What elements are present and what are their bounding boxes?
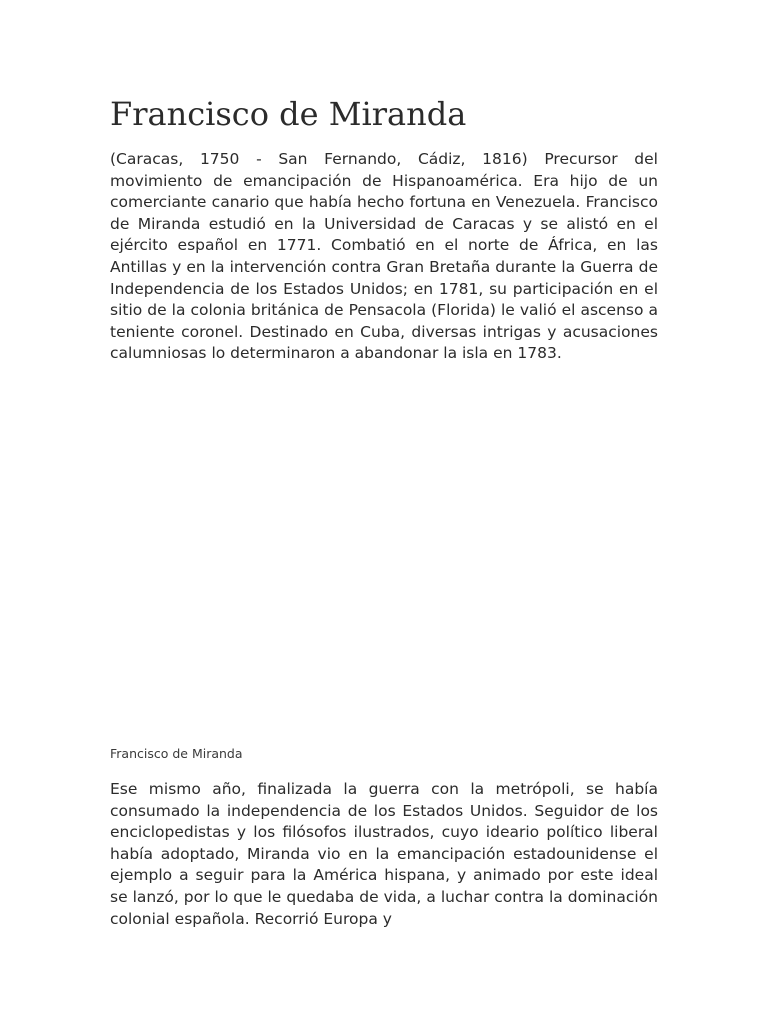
article-paragraph-1: (Caracas, 1750 - San Fernando, Cádiz, 1816) Precursor del movimiento de emancipación de Hispanoamérica. Era hijo de un comerciante canario que había hecho fortuna en Venezuela. Francisco de Miranda estudió en la Universidad de Caracas y se alistó en el ejército español en 1771. Combatió en el norte de África, en las Antillas y en la intervención contra Gran Bretaña durante la Guerra de Independencia de los Estados Unidos; en 1781, su participación en el sitio de la colonia británica de Pensacola (Florida) le valió el ascenso a teniente coronel. Destinado en Cuba, diversas intrigas y acusaciones calumniosas lo determinaron a abandonar la isla en 1783. bbox=[110, 150, 658, 363]
image-caption: Francisco de Miranda bbox=[110, 746, 243, 761]
article-paragraph-2: Ese mismo año, finalizada la guerra con la metrópoli, se había consumado la independencia de los Estados Unidos. Seguidor de los enciclopedistas y los filósofos ilustrados, cuyo ideario político liberal había adoptado, Miranda vio en la emancipación estadounidense el ejemplo a seguir para la América hispana, y animado por este ideal se lanzó, por lo que le quedaba de vida, a luchar contra la dominación colonial española. Recorrió Europa y bbox=[110, 780, 658, 928]
portrait-image-area bbox=[110, 392, 658, 732]
article-title: Francisco de Miranda bbox=[110, 95, 467, 133]
